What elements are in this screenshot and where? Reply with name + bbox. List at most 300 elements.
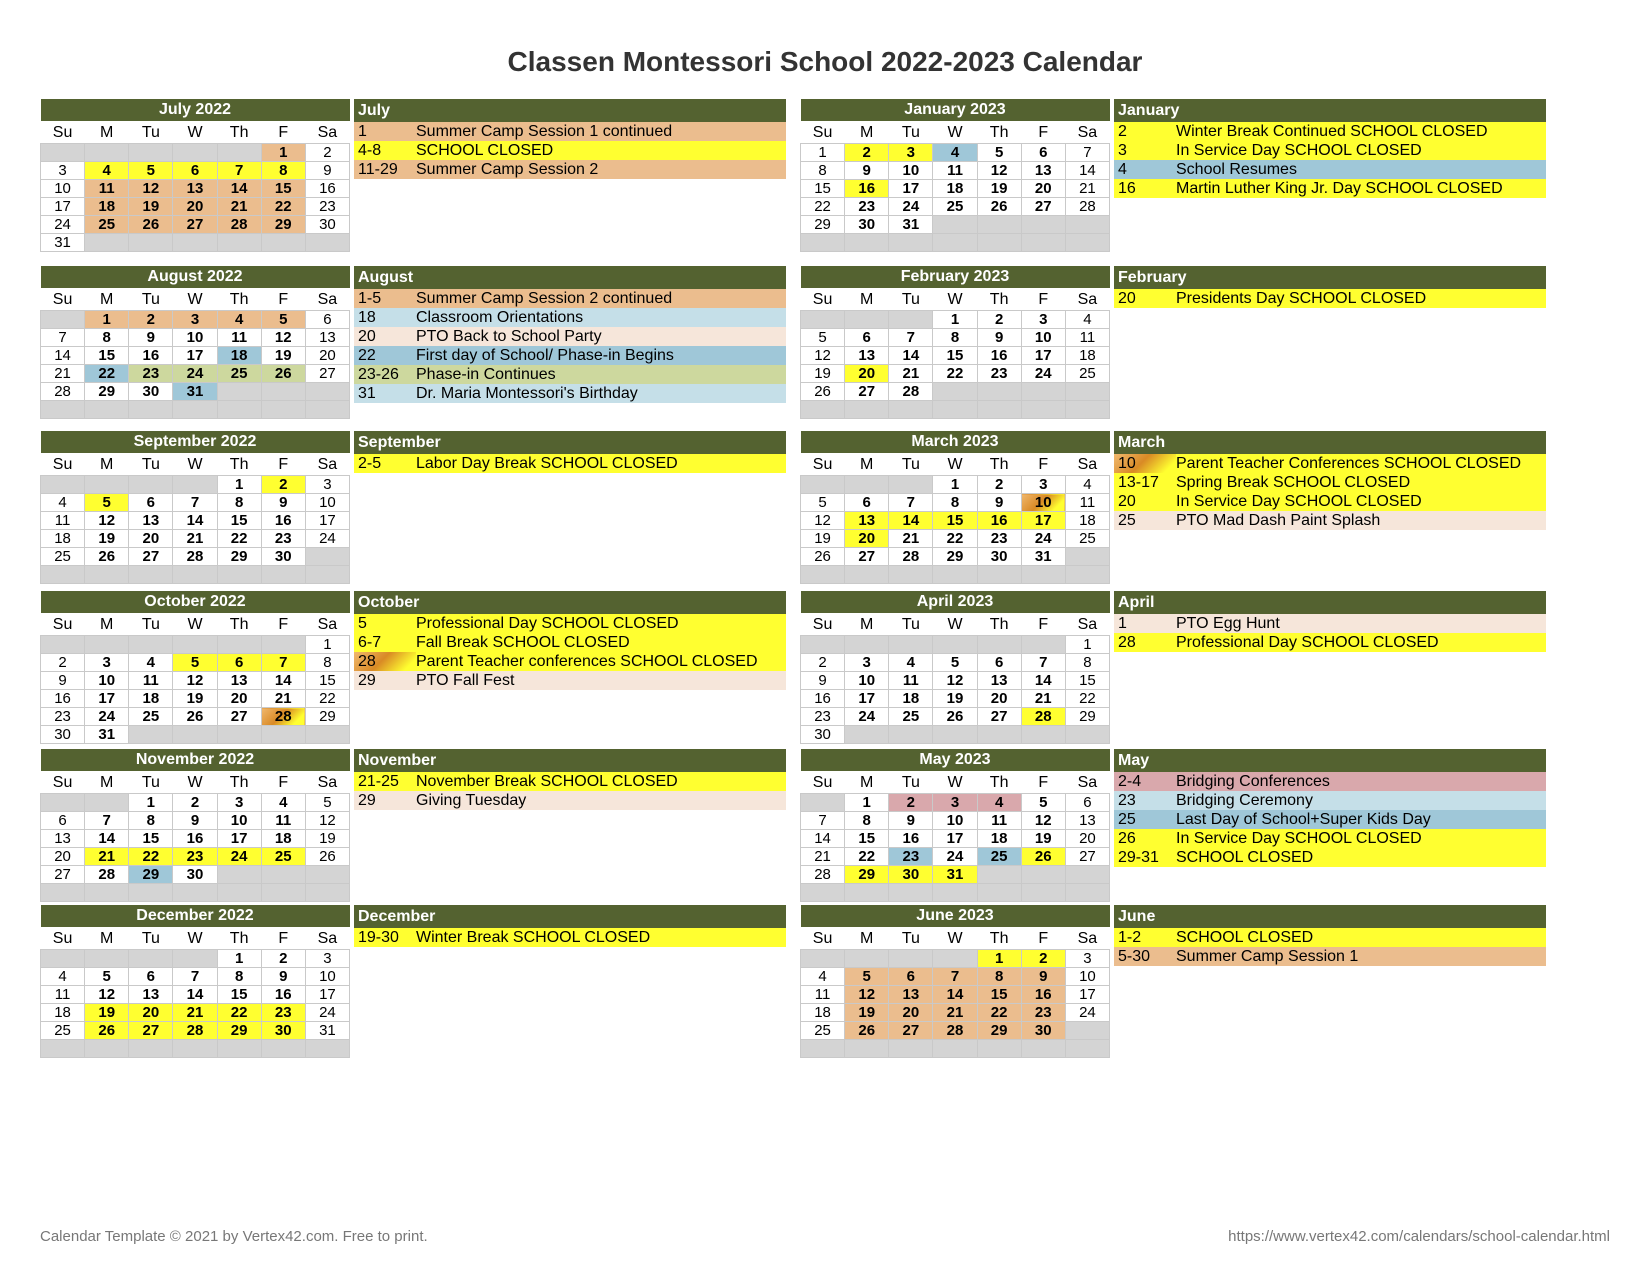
day-cell[interactable]: 20 <box>129 1004 173 1022</box>
day-cell[interactable]: 2 <box>173 794 217 812</box>
day-cell[interactable]: 13 <box>977 672 1021 690</box>
day-cell[interactable]: 3 <box>85 654 129 672</box>
day-cell[interactable]: 5 <box>305 794 349 812</box>
day-cell[interactable]: 2 <box>261 476 305 494</box>
day-cell[interactable]: 22 <box>217 530 261 548</box>
day-cell[interactable]: 13 <box>217 672 261 690</box>
day-cell[interactable]: 15 <box>933 347 977 365</box>
day-cell[interactable]: 25 <box>129 708 173 726</box>
day-cell[interactable]: 25 <box>1065 365 1109 383</box>
day-cell[interactable]: 11 <box>41 512 85 530</box>
day-cell[interactable]: 7 <box>1021 654 1065 672</box>
day-cell[interactable]: 6 <box>173 162 217 180</box>
day-cell[interactable]: 3 <box>173 311 217 329</box>
day-cell[interactable]: 24 <box>41 216 85 234</box>
day-cell[interactable]: 8 <box>261 162 305 180</box>
day-cell[interactable]: 10 <box>1021 494 1065 512</box>
day-cell[interactable]: 27 <box>977 708 1021 726</box>
day-cell[interactable]: 14 <box>173 986 217 1004</box>
day-cell[interactable]: 27 <box>217 708 261 726</box>
day-cell[interactable]: 12 <box>845 986 889 1004</box>
day-cell[interactable]: 2 <box>1021 950 1065 968</box>
day-cell[interactable]: 17 <box>85 690 129 708</box>
day-cell[interactable]: 24 <box>1021 530 1065 548</box>
day-cell[interactable]: 4 <box>933 144 977 162</box>
day-cell[interactable]: 13 <box>845 512 889 530</box>
day-cell[interactable]: 17 <box>41 198 85 216</box>
day-cell[interactable]: 2 <box>977 476 1021 494</box>
day-cell[interactable]: 18 <box>1065 347 1109 365</box>
day-cell[interactable]: 3 <box>217 794 261 812</box>
day-cell[interactable]: 18 <box>41 530 85 548</box>
day-cell[interactable]: 21 <box>889 365 933 383</box>
day-cell[interactable]: 13 <box>129 986 173 1004</box>
day-cell[interactable]: 10 <box>305 494 349 512</box>
day-cell[interactable]: 28 <box>217 216 261 234</box>
day-cell[interactable]: 28 <box>801 866 845 884</box>
day-cell[interactable]: 29 <box>305 708 349 726</box>
day-cell[interactable]: 22 <box>217 1004 261 1022</box>
day-cell[interactable]: 18 <box>41 1004 85 1022</box>
day-cell[interactable]: 8 <box>933 494 977 512</box>
day-cell[interactable]: 9 <box>129 329 173 347</box>
day-cell[interactable]: 22 <box>129 848 173 866</box>
day-cell[interactable]: 18 <box>261 830 305 848</box>
day-cell[interactable]: 23 <box>845 198 889 216</box>
day-cell[interactable]: 30 <box>305 216 349 234</box>
day-cell[interactable]: 13 <box>1065 812 1109 830</box>
day-cell[interactable]: 30 <box>845 216 889 234</box>
day-cell[interactable]: 11 <box>261 812 305 830</box>
day-cell[interactable]: 13 <box>173 180 217 198</box>
day-cell[interactable]: 26 <box>977 198 1021 216</box>
day-cell[interactable]: 8 <box>217 494 261 512</box>
day-cell[interactable]: 2 <box>41 654 85 672</box>
day-cell[interactable]: 6 <box>845 494 889 512</box>
day-cell[interactable]: 9 <box>845 162 889 180</box>
day-cell[interactable]: 20 <box>977 690 1021 708</box>
day-cell[interactable]: 22 <box>1065 690 1109 708</box>
day-cell[interactable]: 29 <box>129 866 173 884</box>
day-cell[interactable]: 31 <box>889 216 933 234</box>
day-cell[interactable]: 6 <box>305 311 349 329</box>
day-cell[interactable]: 4 <box>41 968 85 986</box>
day-cell[interactable]: 24 <box>173 365 217 383</box>
day-cell[interactable]: 26 <box>305 848 349 866</box>
day-cell[interactable]: 8 <box>933 329 977 347</box>
day-cell[interactable]: 2 <box>261 950 305 968</box>
day-cell[interactable]: 27 <box>845 383 889 401</box>
day-cell[interactable]: 29 <box>85 383 129 401</box>
day-cell[interactable]: 30 <box>129 383 173 401</box>
footer-link[interactable]: https://www.vertex42.com/calendars/school-calendar.html <box>1228 1228 1610 1245</box>
day-cell[interactable]: 26 <box>845 1022 889 1040</box>
day-cell[interactable]: 2 <box>977 311 1021 329</box>
day-cell[interactable]: 27 <box>889 1022 933 1040</box>
day-cell[interactable]: 28 <box>173 1022 217 1040</box>
day-cell[interactable]: 6 <box>41 812 85 830</box>
day-cell[interactable]: 14 <box>889 347 933 365</box>
day-cell[interactable]: 16 <box>129 347 173 365</box>
day-cell[interactable]: 23 <box>261 1004 305 1022</box>
day-cell[interactable]: 20 <box>889 1004 933 1022</box>
day-cell[interactable]: 8 <box>977 968 1021 986</box>
day-cell[interactable]: 29 <box>1065 708 1109 726</box>
day-cell[interactable]: 23 <box>173 848 217 866</box>
day-cell[interactable]: 17 <box>173 347 217 365</box>
day-cell[interactable]: 9 <box>173 812 217 830</box>
day-cell[interactable]: 14 <box>889 512 933 530</box>
day-cell[interactable]: 31 <box>1021 548 1065 566</box>
day-cell[interactable]: 1 <box>261 144 305 162</box>
day-cell[interactable]: 17 <box>305 986 349 1004</box>
day-cell[interactable]: 3 <box>1021 476 1065 494</box>
day-cell[interactable]: 28 <box>889 383 933 401</box>
day-cell[interactable]: 18 <box>1065 512 1109 530</box>
day-cell[interactable]: 15 <box>801 180 845 198</box>
day-cell[interactable]: 17 <box>305 512 349 530</box>
day-cell[interactable]: 23 <box>889 848 933 866</box>
day-cell[interactable]: 30 <box>173 866 217 884</box>
day-cell[interactable]: 17 <box>1065 986 1109 1004</box>
day-cell[interactable]: 1 <box>845 794 889 812</box>
day-cell[interactable]: 15 <box>933 512 977 530</box>
day-cell[interactable]: 12 <box>801 512 845 530</box>
day-cell[interactable]: 12 <box>261 329 305 347</box>
day-cell[interactable]: 12 <box>1021 812 1065 830</box>
day-cell[interactable]: 18 <box>889 690 933 708</box>
day-cell[interactable]: 12 <box>305 812 349 830</box>
day-cell[interactable]: 13 <box>1021 162 1065 180</box>
day-cell[interactable]: 5 <box>173 654 217 672</box>
day-cell[interactable]: 1 <box>305 636 349 654</box>
day-cell[interactable]: 5 <box>801 494 845 512</box>
day-cell[interactable]: 14 <box>173 512 217 530</box>
day-cell[interactable]: 11 <box>889 672 933 690</box>
day-cell[interactable]: 26 <box>85 548 129 566</box>
day-cell[interactable]: 10 <box>845 672 889 690</box>
day-cell[interactable]: 12 <box>977 162 1021 180</box>
day-cell[interactable]: 14 <box>801 830 845 848</box>
day-cell[interactable]: 20 <box>217 690 261 708</box>
day-cell[interactable]: 5 <box>85 968 129 986</box>
day-cell[interactable]: 22 <box>933 365 977 383</box>
day-cell[interactable]: 22 <box>261 198 305 216</box>
day-cell[interactable]: 4 <box>1065 311 1109 329</box>
day-cell[interactable]: 19 <box>305 830 349 848</box>
day-cell[interactable]: 15 <box>1065 672 1109 690</box>
day-cell[interactable]: 15 <box>845 830 889 848</box>
day-cell[interactable]: 13 <box>41 830 85 848</box>
day-cell[interactable]: 7 <box>85 812 129 830</box>
day-cell[interactable]: 14 <box>1021 672 1065 690</box>
day-cell[interactable]: 25 <box>41 548 85 566</box>
day-cell[interactable]: 24 <box>217 848 261 866</box>
day-cell[interactable]: 21 <box>933 1004 977 1022</box>
day-cell[interactable]: 9 <box>305 162 349 180</box>
day-cell[interactable]: 27 <box>129 1022 173 1040</box>
day-cell[interactable]: 17 <box>1021 512 1065 530</box>
day-cell[interactable]: 21 <box>85 848 129 866</box>
day-cell[interactable]: 7 <box>261 654 305 672</box>
day-cell[interactable]: 5 <box>129 162 173 180</box>
day-cell[interactable]: 21 <box>1021 690 1065 708</box>
day-cell[interactable]: 21 <box>889 530 933 548</box>
day-cell[interactable]: 19 <box>801 365 845 383</box>
day-cell[interactable]: 1 <box>217 950 261 968</box>
day-cell[interactable]: 4 <box>889 654 933 672</box>
day-cell[interactable]: 8 <box>129 812 173 830</box>
day-cell[interactable]: 21 <box>217 198 261 216</box>
day-cell[interactable]: 29 <box>977 1022 1021 1040</box>
day-cell[interactable]: 28 <box>261 708 305 726</box>
day-cell[interactable]: 20 <box>1065 830 1109 848</box>
day-cell[interactable]: 17 <box>1021 347 1065 365</box>
day-cell[interactable]: 9 <box>261 968 305 986</box>
day-cell[interactable]: 26 <box>85 1022 129 1040</box>
day-cell[interactable]: 30 <box>261 1022 305 1040</box>
day-cell[interactable]: 5 <box>801 329 845 347</box>
day-cell[interactable]: 8 <box>801 162 845 180</box>
day-cell[interactable]: 14 <box>1065 162 1109 180</box>
day-cell[interactable]: 9 <box>977 329 1021 347</box>
day-cell[interactable]: 15 <box>261 180 305 198</box>
day-cell[interactable]: 24 <box>305 530 349 548</box>
day-cell[interactable]: 11 <box>977 812 1021 830</box>
day-cell[interactable]: 10 <box>173 329 217 347</box>
day-cell[interactable]: 16 <box>305 180 349 198</box>
day-cell[interactable]: 7 <box>173 494 217 512</box>
day-cell[interactable]: 4 <box>85 162 129 180</box>
day-cell[interactable]: 31 <box>305 1022 349 1040</box>
day-cell[interactable]: 22 <box>801 198 845 216</box>
day-cell[interactable]: 26 <box>1021 848 1065 866</box>
day-cell[interactable]: 6 <box>845 329 889 347</box>
day-cell[interactable]: 14 <box>933 986 977 1004</box>
day-cell[interactable]: 26 <box>129 216 173 234</box>
day-cell[interactable]: 18 <box>801 1004 845 1022</box>
day-cell[interactable]: 16 <box>1021 986 1065 1004</box>
day-cell[interactable]: 7 <box>801 812 845 830</box>
day-cell[interactable]: 6 <box>977 654 1021 672</box>
day-cell[interactable]: 19 <box>845 1004 889 1022</box>
day-cell[interactable]: 21 <box>1065 180 1109 198</box>
day-cell[interactable]: 30 <box>41 726 85 744</box>
day-cell[interactable]: 7 <box>889 494 933 512</box>
day-cell[interactable]: 11 <box>41 986 85 1004</box>
day-cell[interactable]: 4 <box>261 794 305 812</box>
day-cell[interactable]: 15 <box>85 347 129 365</box>
day-cell[interactable]: 9 <box>261 494 305 512</box>
day-cell[interactable]: 19 <box>129 198 173 216</box>
day-cell[interactable]: 6 <box>129 494 173 512</box>
day-cell[interactable]: 9 <box>1021 968 1065 986</box>
day-cell[interactable]: 31 <box>933 866 977 884</box>
day-cell[interactable]: 7 <box>217 162 261 180</box>
day-cell[interactable]: 3 <box>1065 950 1109 968</box>
day-cell[interactable]: 1 <box>1065 636 1109 654</box>
day-cell[interactable]: 31 <box>85 726 129 744</box>
day-cell[interactable]: 8 <box>85 329 129 347</box>
day-cell[interactable]: 22 <box>845 848 889 866</box>
day-cell[interactable]: 16 <box>261 986 305 1004</box>
day-cell[interactable]: 3 <box>41 162 85 180</box>
day-cell[interactable]: 17 <box>845 690 889 708</box>
day-cell[interactable]: 23 <box>129 365 173 383</box>
day-cell[interactable]: 24 <box>1065 1004 1109 1022</box>
day-cell[interactable]: 15 <box>305 672 349 690</box>
day-cell[interactable]: 12 <box>801 347 845 365</box>
day-cell[interactable]: 7 <box>889 329 933 347</box>
day-cell[interactable]: 25 <box>801 1022 845 1040</box>
day-cell[interactable]: 29 <box>845 866 889 884</box>
day-cell[interactable]: 20 <box>41 848 85 866</box>
day-cell[interactable]: 1 <box>977 950 1021 968</box>
day-cell[interactable]: 29 <box>933 548 977 566</box>
day-cell[interactable]: 3 <box>305 950 349 968</box>
day-cell[interactable]: 5 <box>845 968 889 986</box>
day-cell[interactable]: 25 <box>933 198 977 216</box>
day-cell[interactable]: 14 <box>217 180 261 198</box>
day-cell[interactable]: 16 <box>801 690 845 708</box>
day-cell[interactable]: 9 <box>977 494 1021 512</box>
day-cell[interactable]: 26 <box>933 708 977 726</box>
day-cell[interactable]: 10 <box>1021 329 1065 347</box>
day-cell[interactable]: 4 <box>1065 476 1109 494</box>
day-cell[interactable]: 21 <box>801 848 845 866</box>
day-cell[interactable]: 15 <box>977 986 1021 1004</box>
day-cell[interactable]: 21 <box>173 1004 217 1022</box>
day-cell[interactable]: 4 <box>129 654 173 672</box>
day-cell[interactable]: 1 <box>933 311 977 329</box>
day-cell[interactable]: 2 <box>129 311 173 329</box>
day-cell[interactable]: 9 <box>889 812 933 830</box>
day-cell[interactable]: 15 <box>129 830 173 848</box>
day-cell[interactable]: 18 <box>129 690 173 708</box>
day-cell[interactable]: 4 <box>977 794 1021 812</box>
day-cell[interactable]: 7 <box>1065 144 1109 162</box>
day-cell[interactable]: 23 <box>261 530 305 548</box>
day-cell[interactable]: 30 <box>261 548 305 566</box>
day-cell[interactable]: 15 <box>217 986 261 1004</box>
day-cell[interactable]: 29 <box>261 216 305 234</box>
day-cell[interactable]: 10 <box>889 162 933 180</box>
day-cell[interactable]: 14 <box>41 347 85 365</box>
day-cell[interactable]: 16 <box>41 690 85 708</box>
day-cell[interactable]: 16 <box>261 512 305 530</box>
day-cell[interactable]: 10 <box>217 812 261 830</box>
day-cell[interactable]: 1 <box>217 476 261 494</box>
day-cell[interactable]: 11 <box>1065 494 1109 512</box>
day-cell[interactable]: 1 <box>933 476 977 494</box>
day-cell[interactable]: 30 <box>889 866 933 884</box>
day-cell[interactable]: 7 <box>41 329 85 347</box>
day-cell[interactable]: 19 <box>173 690 217 708</box>
day-cell[interactable]: 5 <box>261 311 305 329</box>
day-cell[interactable]: 13 <box>305 329 349 347</box>
day-cell[interactable]: 6 <box>1065 794 1109 812</box>
day-cell[interactable]: 14 <box>261 672 305 690</box>
day-cell[interactable]: 24 <box>1021 365 1065 383</box>
day-cell[interactable]: 1 <box>85 311 129 329</box>
day-cell[interactable]: 25 <box>977 848 1021 866</box>
day-cell[interactable]: 11 <box>85 180 129 198</box>
day-cell[interactable]: 1 <box>801 144 845 162</box>
day-cell[interactable]: 12 <box>129 180 173 198</box>
day-cell[interactable]: 30 <box>801 726 845 744</box>
day-cell[interactable]: 20 <box>305 347 349 365</box>
day-cell[interactable]: 19 <box>977 180 1021 198</box>
day-cell[interactable]: 3 <box>845 654 889 672</box>
day-cell[interactable]: 10 <box>933 812 977 830</box>
day-cell[interactable]: 3 <box>1021 311 1065 329</box>
day-cell[interactable]: 7 <box>933 968 977 986</box>
day-cell[interactable]: 28 <box>889 548 933 566</box>
day-cell[interactable]: 25 <box>889 708 933 726</box>
day-cell[interactable]: 2 <box>889 794 933 812</box>
day-cell[interactable]: 30 <box>1021 1022 1065 1040</box>
day-cell[interactable]: 16 <box>977 512 1021 530</box>
day-cell[interactable]: 13 <box>889 986 933 1004</box>
day-cell[interactable]: 13 <box>129 512 173 530</box>
day-cell[interactable]: 2 <box>845 144 889 162</box>
day-cell[interactable]: 28 <box>1065 198 1109 216</box>
day-cell[interactable]: 22 <box>933 530 977 548</box>
day-cell[interactable]: 3 <box>889 144 933 162</box>
day-cell[interactable]: 14 <box>85 830 129 848</box>
day-cell[interactable]: 29 <box>801 216 845 234</box>
day-cell[interactable]: 18 <box>217 347 261 365</box>
day-cell[interactable]: 25 <box>85 216 129 234</box>
day-cell[interactable]: 28 <box>173 548 217 566</box>
day-cell[interactable]: 20 <box>129 530 173 548</box>
day-cell[interactable]: 5 <box>1021 794 1065 812</box>
day-cell[interactable]: 27 <box>845 548 889 566</box>
day-cell[interactable]: 21 <box>173 530 217 548</box>
day-cell[interactable]: 20 <box>845 530 889 548</box>
day-cell[interactable]: 31 <box>41 234 85 252</box>
day-cell[interactable]: 5 <box>977 144 1021 162</box>
day-cell[interactable]: 11 <box>801 986 845 1004</box>
day-cell[interactable]: 23 <box>41 708 85 726</box>
day-cell[interactable]: 25 <box>41 1022 85 1040</box>
day-cell[interactable]: 12 <box>85 512 129 530</box>
day-cell[interactable]: 4 <box>801 968 845 986</box>
day-cell[interactable]: 24 <box>933 848 977 866</box>
day-cell[interactable]: 27 <box>1065 848 1109 866</box>
day-cell[interactable]: 2 <box>305 144 349 162</box>
day-cell[interactable]: 27 <box>1021 198 1065 216</box>
day-cell[interactable]: 3 <box>933 794 977 812</box>
day-cell[interactable]: 24 <box>845 708 889 726</box>
day-cell[interactable]: 17 <box>217 830 261 848</box>
day-cell[interactable]: 18 <box>977 830 1021 848</box>
day-cell[interactable]: 13 <box>845 347 889 365</box>
day-cell[interactable]: 29 <box>217 548 261 566</box>
day-cell[interactable]: 31 <box>173 383 217 401</box>
day-cell[interactable]: 6 <box>129 968 173 986</box>
day-cell[interactable]: 8 <box>305 654 349 672</box>
day-cell[interactable]: 25 <box>1065 530 1109 548</box>
day-cell[interactable]: 7 <box>173 968 217 986</box>
day-cell[interactable]: 2 <box>801 654 845 672</box>
day-cell[interactable]: 11 <box>933 162 977 180</box>
day-cell[interactable]: 26 <box>261 365 305 383</box>
day-cell[interactable]: 23 <box>977 530 1021 548</box>
day-cell[interactable]: 16 <box>977 347 1021 365</box>
day-cell[interactable]: 27 <box>129 548 173 566</box>
day-cell[interactable]: 4 <box>217 311 261 329</box>
